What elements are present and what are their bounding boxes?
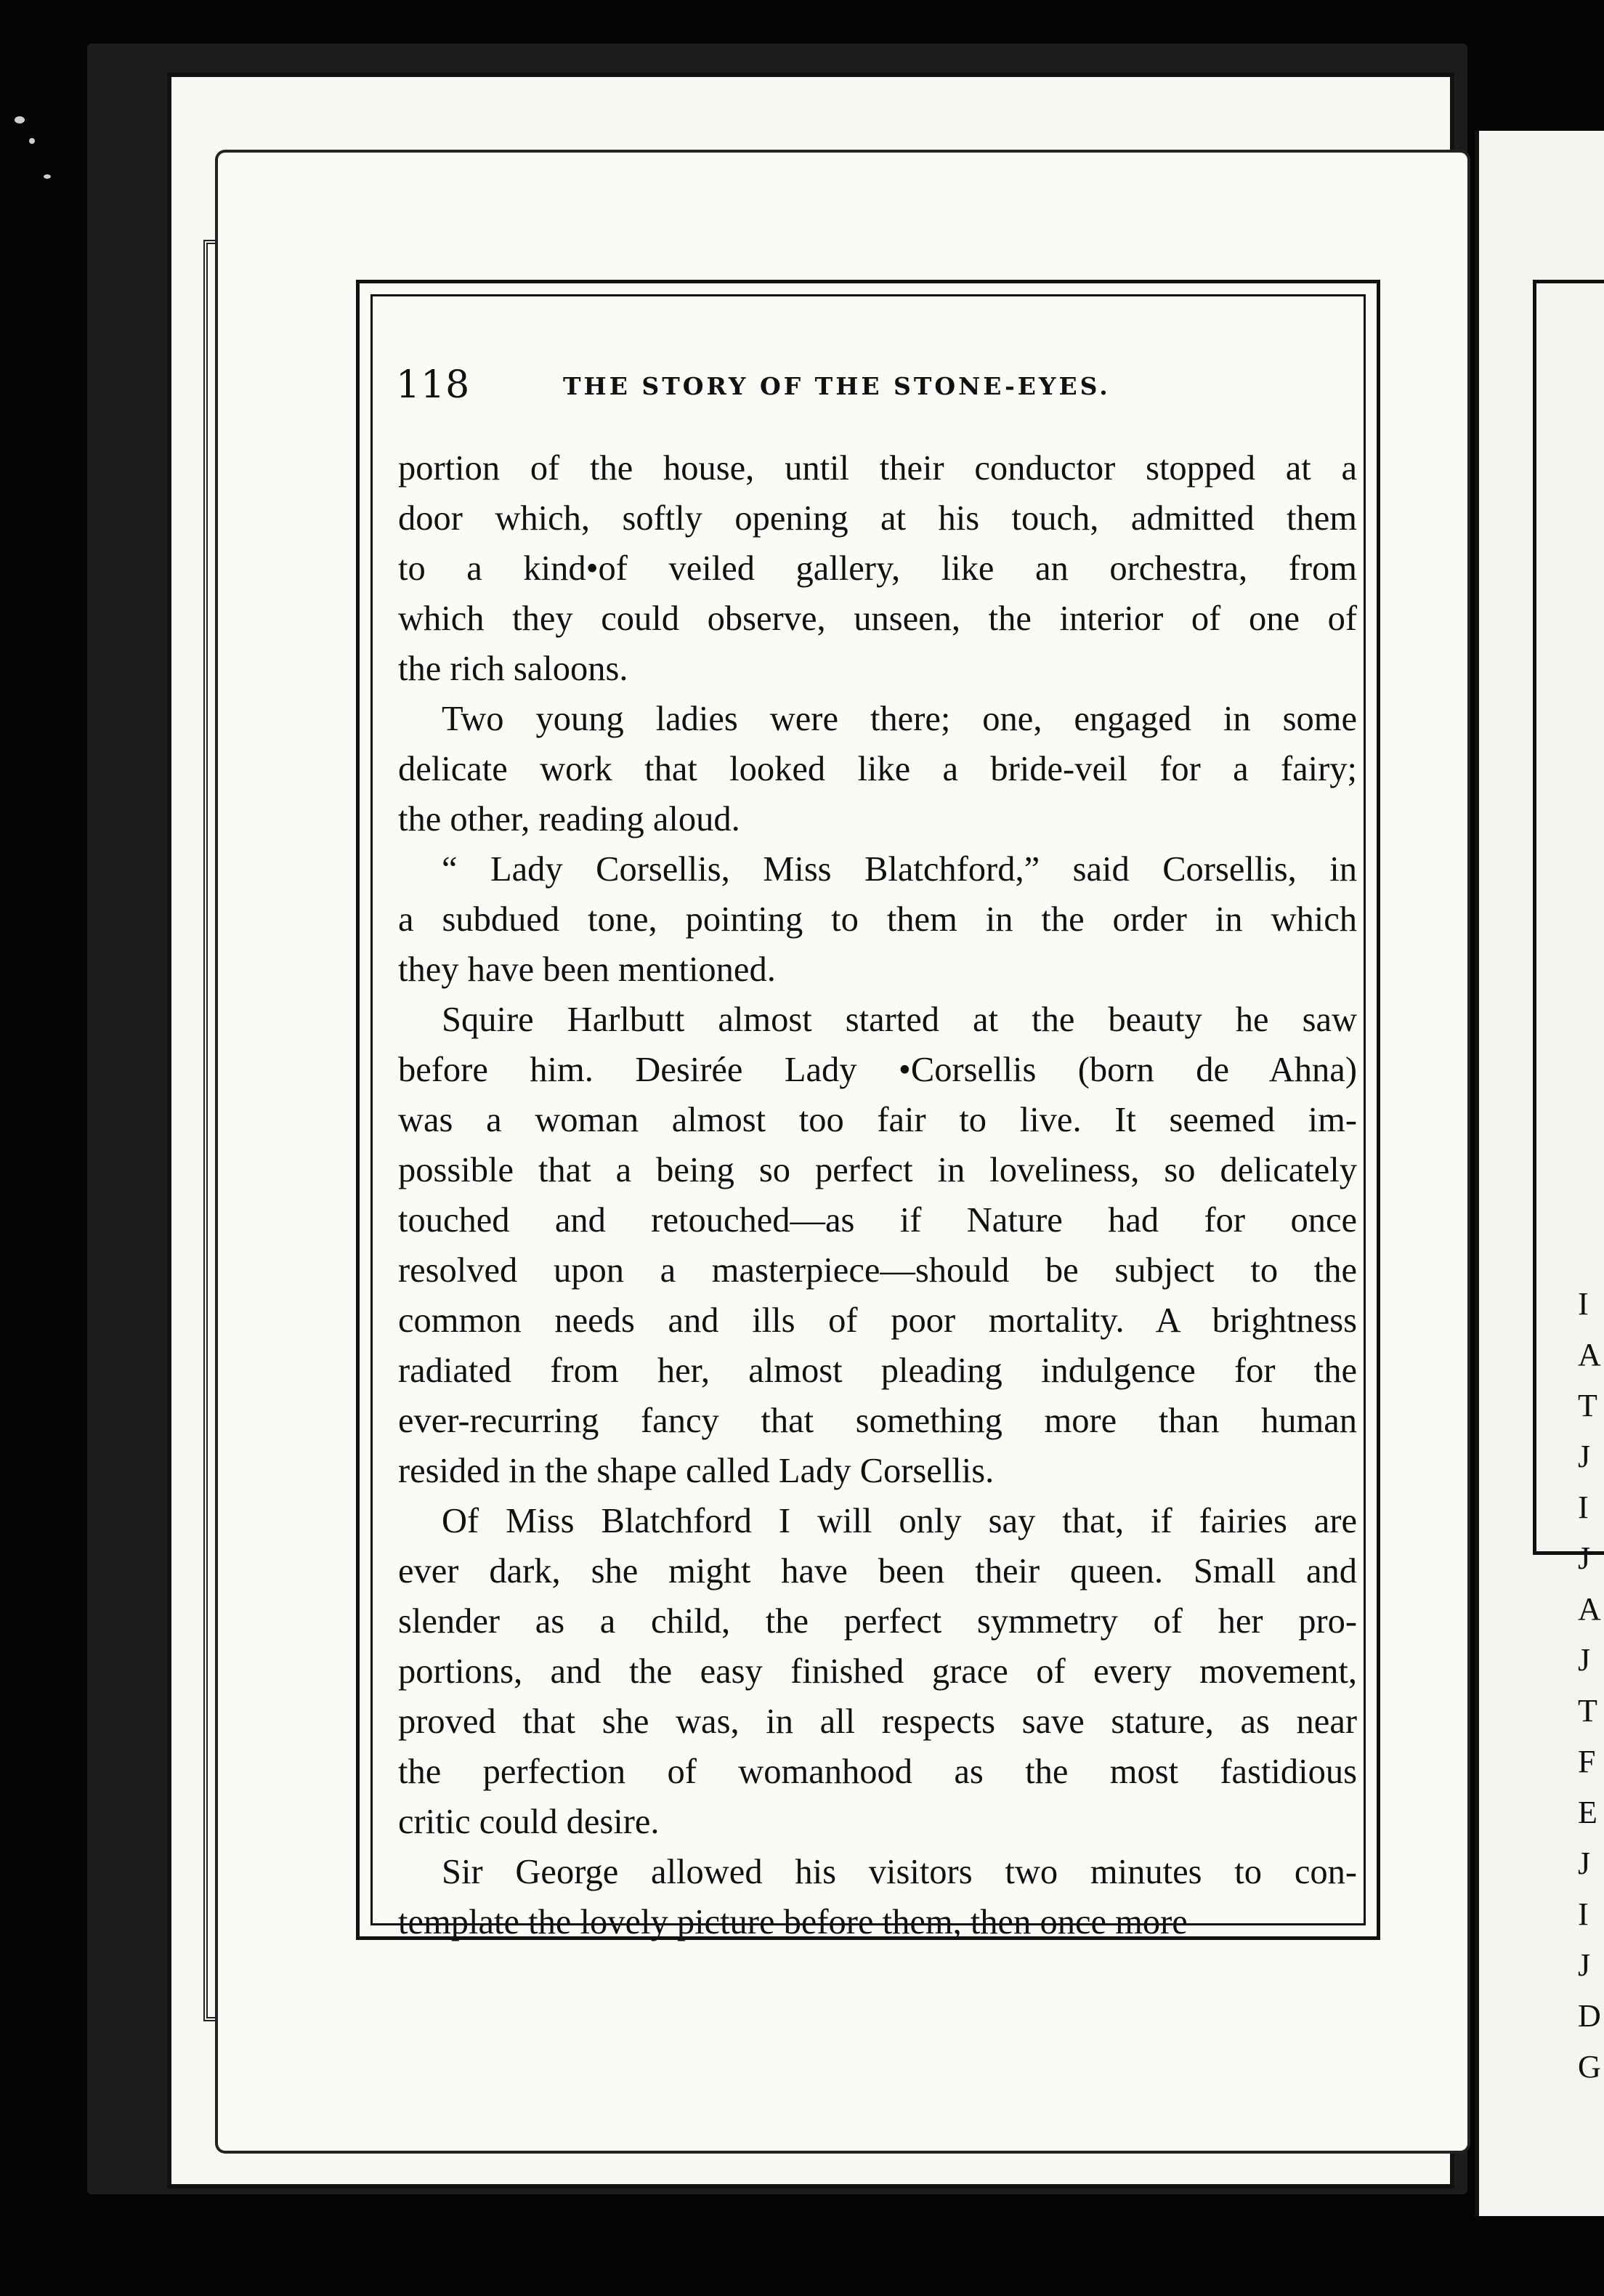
text-line: to a kind•of veiled gallery, like an orchestra, from — [398, 549, 1357, 588]
text-line: door which, softly opening at his touch, admitted them — [398, 499, 1357, 538]
next-page-letter: J — [1578, 1846, 1591, 1881]
text-line: portions, and the easy finished grace of every movement, — [398, 1652, 1357, 1691]
text-line: they have been mentioned. — [398, 950, 776, 989]
text-line: touched and retouched—as if Nature had for once — [398, 1201, 1357, 1240]
text-line: resided in the shape called Lady Corsellis. — [398, 1452, 995, 1490]
next-page-letter: A — [1578, 1591, 1601, 1627]
text-line: proved that she was, in all respects save stature, as near — [398, 1702, 1357, 1741]
paragraph — [398, 1496, 1357, 1847]
next-page-letter: F — [1578, 1744, 1596, 1779]
page-header — [396, 363, 1340, 421]
text-line: portion of the house, until their conductor stopped at a — [398, 449, 1357, 488]
next-page-letter: D — [1578, 1998, 1601, 2034]
paragraph — [398, 995, 1357, 1496]
next-page-letter: J — [1578, 1642, 1591, 1678]
next-page-letter: T — [1578, 1693, 1597, 1729]
text-line: template the lovely picture before them, then once more — [398, 1903, 1188, 1941]
running-head: THE STORY OF THE STONE-EYES. — [563, 372, 1111, 400]
paragraph — [398, 844, 1357, 995]
text-line: slender as a child, the perfect symmetry of her pro- — [398, 1602, 1357, 1641]
text-line: critic could desire. — [398, 1803, 660, 1841]
next-page-letter: J — [1578, 1540, 1591, 1576]
text-line: the rich saloons. — [398, 650, 628, 688]
text-line: ever-recurring fancy that something more than human — [398, 1402, 1357, 1440]
text-line: Two young ladies were there; one, engaged in some — [442, 700, 1357, 738]
text-line: Of Miss Blatchford I will only say that, if fairies are — [442, 1502, 1357, 1540]
paragraph — [398, 1847, 1357, 1947]
text-line: delicate work that looked like a bride-veil for a fairy; — [398, 750, 1357, 788]
dust-speck — [44, 174, 51, 179]
next-page-letter: E — [1578, 1795, 1597, 1830]
dust-speck — [29, 138, 35, 144]
next-page-letter: I — [1578, 1896, 1589, 1932]
text-line: the perfection of womanhood as the most fastidious — [398, 1753, 1357, 1791]
text-line: possible that a being so perfect in loveliness, so delicately — [398, 1151, 1357, 1189]
text-line: common needs and ills of poor mortality. A brightness — [398, 1301, 1357, 1340]
text-line: was a woman almost too fair to live. It seemed im- — [398, 1101, 1357, 1139]
dust-speck — [15, 116, 25, 124]
text-line: resolved upon a masterpiece—should be subject to the — [398, 1251, 1357, 1290]
paragraph — [398, 443, 1357, 694]
text-line: the other, reading aloud. — [398, 800, 740, 838]
text-line: Sir George allowed his visitors two minutes to con- — [442, 1853, 1357, 1891]
text-line: which they could observe, unseen, the interior of one of — [398, 599, 1357, 638]
next-page-letter: A — [1578, 1337, 1601, 1373]
text-line: before him. Desirée Lady •Corsellis (born de Ahna) — [398, 1051, 1357, 1089]
next-page-letter: G — [1578, 2049, 1601, 2085]
page-body-text — [398, 443, 1357, 1947]
text-line: a subdued tone, pointing to them in the order in which — [398, 900, 1357, 939]
next-page-letter: T — [1578, 1388, 1597, 1423]
text-line: Squire Harlbutt almost started at the beauty he saw — [442, 1001, 1357, 1039]
next-page-letter: I — [1578, 1286, 1589, 1322]
text-line: radiated from her, almost pleading indulgence for the — [398, 1351, 1357, 1390]
paragraph — [398, 694, 1357, 844]
next-page-letter: I — [1578, 1489, 1589, 1525]
text-line: “ Lady Corsellis, Miss Blatchford,” said Corsellis, in — [442, 850, 1357, 889]
text-line: ever dark, she might have been their queen. Small and — [398, 1552, 1357, 1590]
next-page-letter: J — [1578, 1439, 1591, 1474]
page-number: 118 — [396, 363, 471, 407]
next-page-letter: J — [1578, 1947, 1591, 1983]
next-page-letters — [1578, 1279, 1604, 2093]
